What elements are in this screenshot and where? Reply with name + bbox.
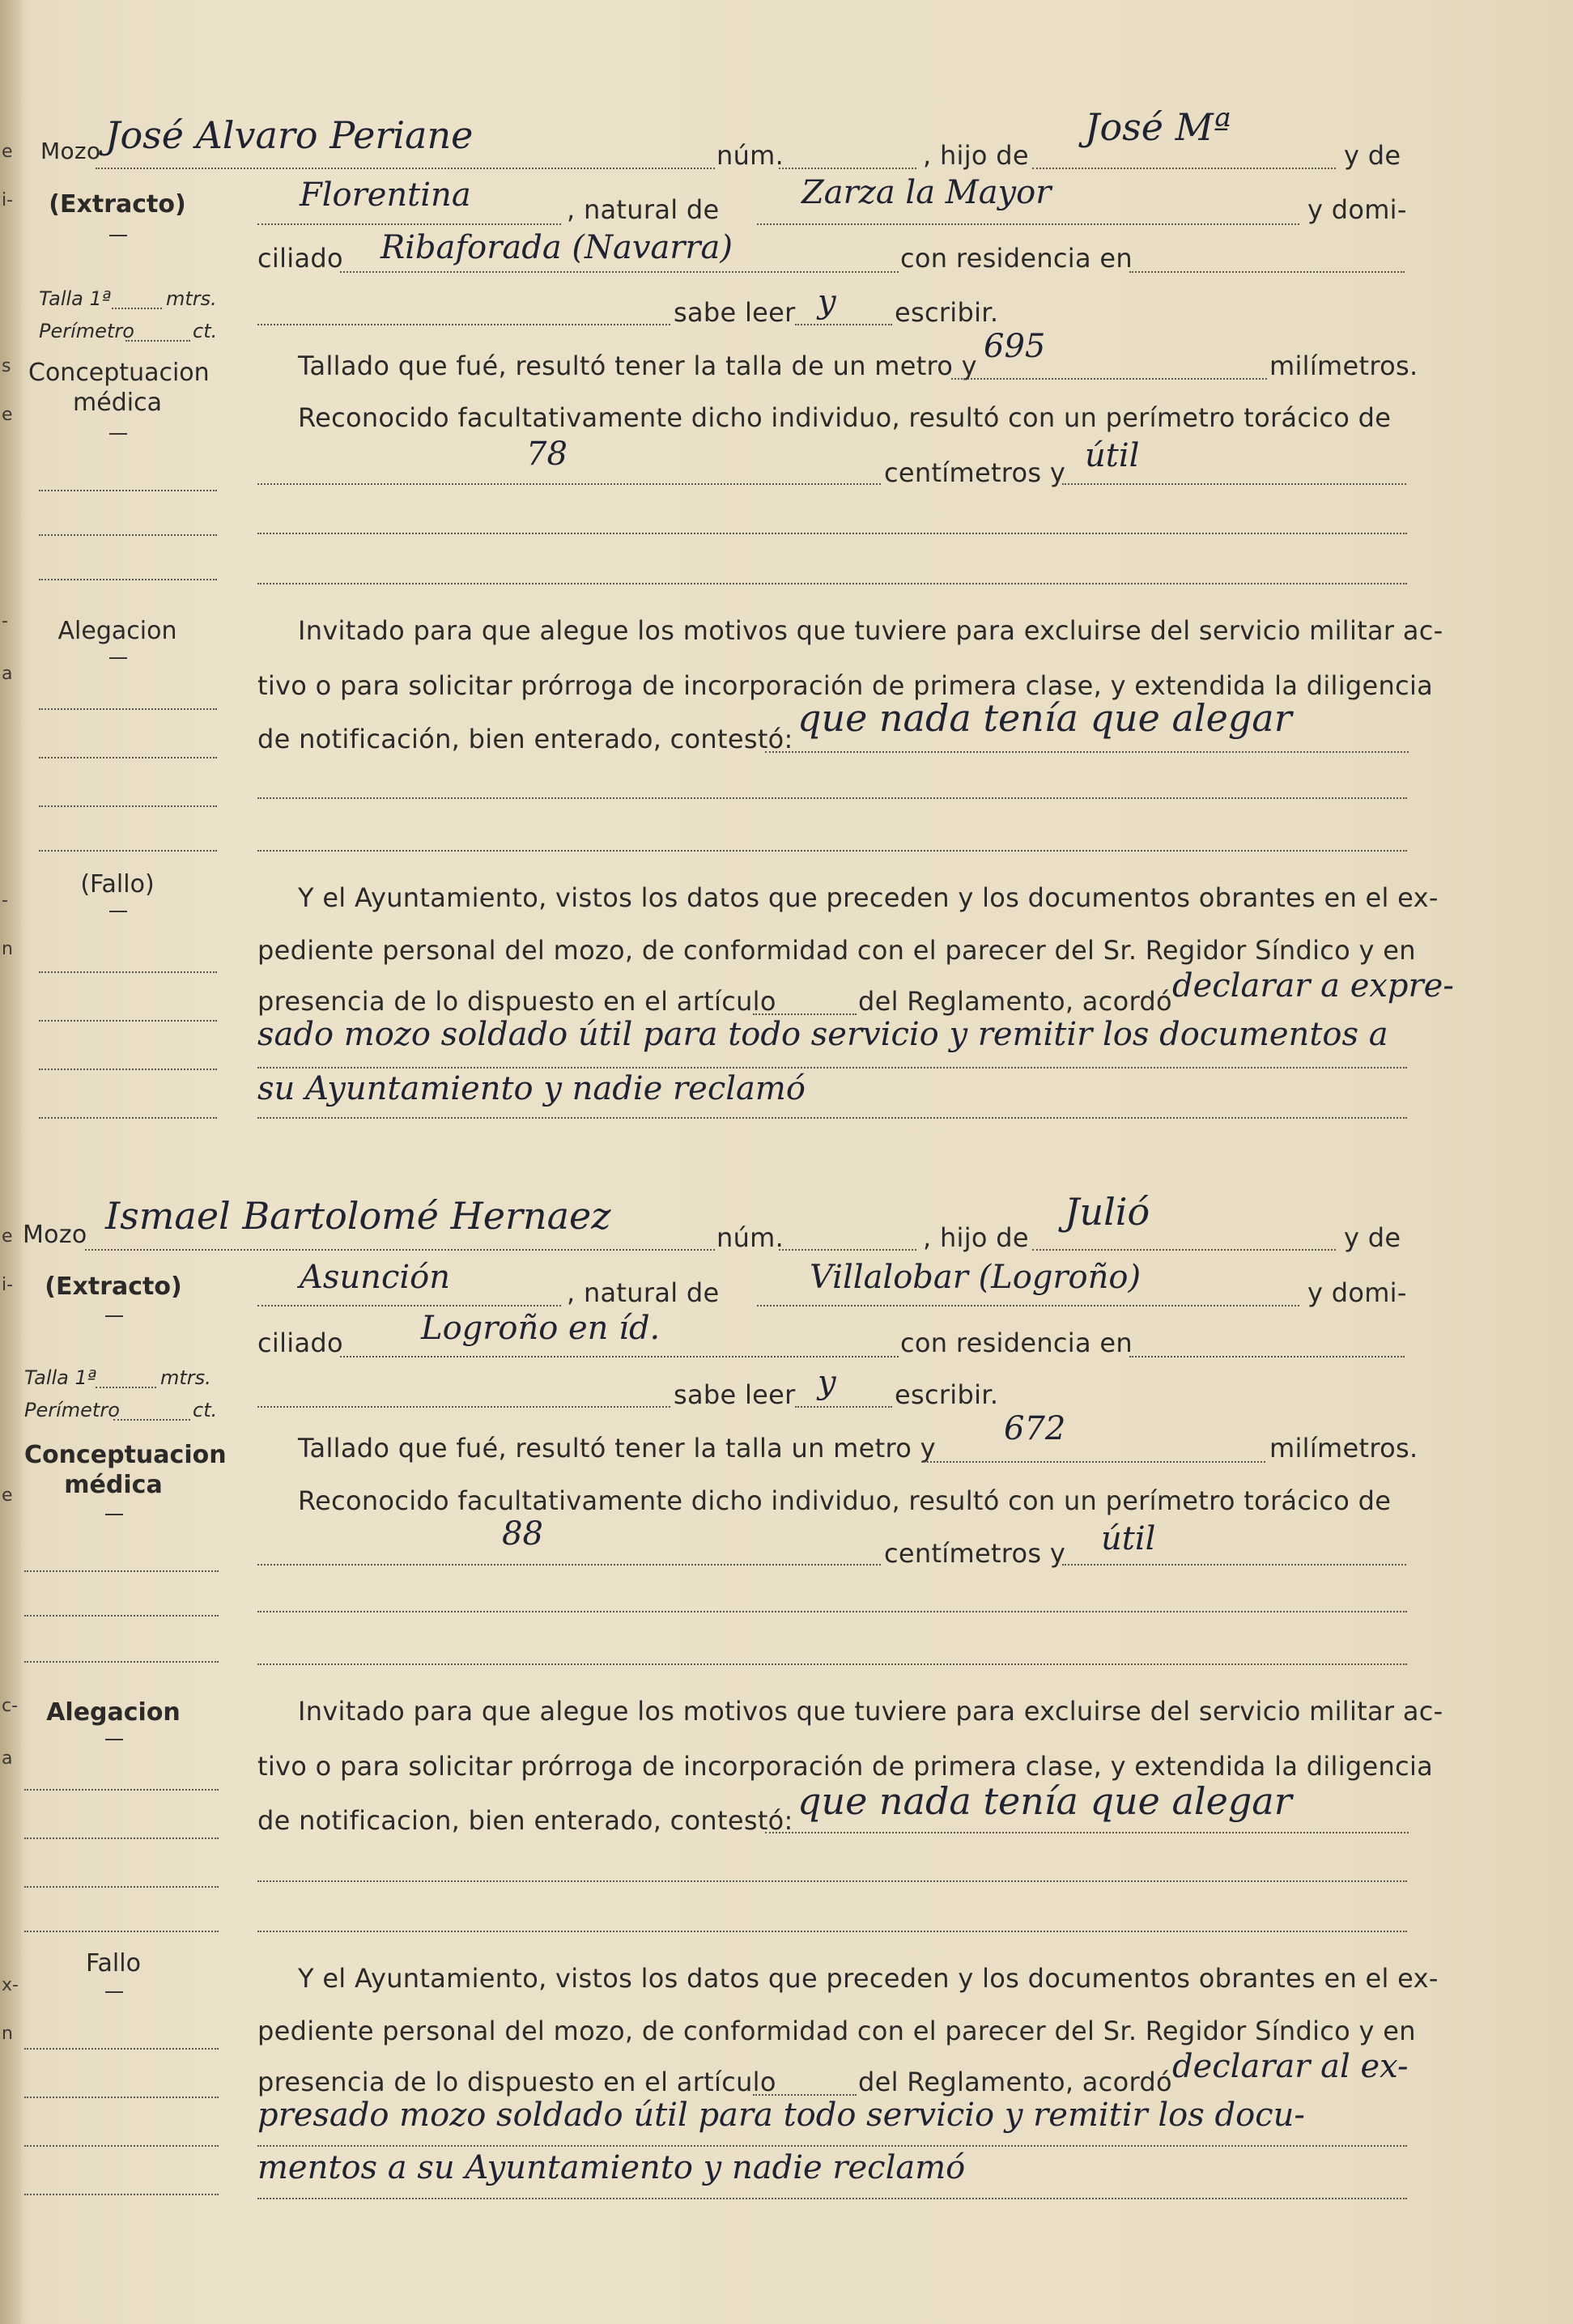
label-centimetros: centímetros y [884, 457, 1066, 488]
label-num: núm. [716, 140, 784, 171]
label-presencia: presencia de lo dispuesto en el artículo [257, 986, 776, 1017]
label-activo: tivo o para solicitar prórroga de incorporación de primera clase, y extendida la diligencia [257, 670, 1434, 701]
label-hijo-de: , hijo de [923, 1222, 1029, 1253]
margin-alegacion: Alegacion [57, 617, 177, 645]
label-natural-de: , natural de [567, 1277, 720, 1308]
spine-mark: x- [2, 1975, 19, 1995]
spine-mark: i- [2, 1275, 14, 1295]
label-y-domi: y domi- [1307, 194, 1407, 225]
spine-mark: i- [2, 190, 14, 210]
label-y-domi: y domi- [1307, 1277, 1407, 1308]
label-centimetros: centímetros y [884, 1538, 1066, 1569]
label-escribir: escribir. [895, 1379, 999, 1410]
spine-mark: - [2, 611, 8, 631]
label-sabe-leer: sabe leer [674, 297, 796, 328]
alegacion-answer: que nada tenía que alegar [797, 696, 1292, 740]
margin-conceptuacion: Conceptuacion [28, 359, 210, 387]
label-escribir: escribir. [895, 297, 999, 328]
height-mm: 695 [984, 328, 1046, 365]
birthplace: Villalobar (Logroño) [810, 1259, 1141, 1296]
domicile: Logroño en íd. [421, 1310, 661, 1347]
sabe-leer-answer: y [818, 1364, 836, 1401]
spine-mark: e [2, 1226, 13, 1247]
margin-fallo: Fallo [86, 1949, 141, 1978]
margin-alegacion: Alegacion [46, 1698, 181, 1727]
domicile: Ribaforada (Navarra) [380, 229, 733, 266]
aptitude: útil [1085, 437, 1140, 474]
spine-mark: a [2, 1748, 13, 1769]
label-activo: tivo o para solicitar prórroga de incorporación de primera clase, y extendida la diligencia [257, 1751, 1434, 1782]
label-reconocido: Reconocido facultativamente dicho individuo, resultó con un perímetro torácico de [298, 402, 1392, 433]
verdict-line-3: mentos a su Ayuntamiento y nadie reclamó [257, 2149, 966, 2186]
mother-name: Florentina [300, 176, 471, 214]
margin-mozo: Mozo [40, 138, 101, 164]
label-ayuntamiento: Y el Ayuntamiento, vistos los datos que preceden y los documentos obrantes en el ex- [298, 882, 1439, 913]
label-sabe-leer: sabe leer [674, 1379, 796, 1410]
spine-mark: e [2, 142, 13, 162]
label-pediente: pediente personal del mozo, de conformidad con el parecer del Sr. Regidor Síndico y en [257, 2016, 1416, 2046]
label-ciliado: ciliado [257, 243, 343, 274]
chest-cm: 88 [502, 1515, 543, 1553]
margin-mozo: Mozo [23, 1221, 87, 1249]
spine-mark: a [2, 664, 13, 684]
label-invitado: Invitado para que alegue los motivos que tuviere para excluirse del servicio militar ac- [298, 1696, 1443, 1727]
father-name: José Mª [1085, 105, 1231, 149]
label-con-residencia: con residencia en [900, 1328, 1133, 1358]
birthplace: Zarza la Mayor [801, 174, 1052, 211]
verdict-line-2: presado mozo soldado útil para todo servicio y remitir los docu- [257, 2097, 1305, 2134]
mozo-name: Ismael Bartolomé Hernaez [105, 1194, 611, 1238]
margin-extracto: (Extracto) [49, 190, 186, 219]
margin-mtrs: mtrs. [160, 1366, 211, 1389]
margin-perimetro: Perímetro [24, 1399, 120, 1421]
sabe-leer-answer: y [818, 283, 836, 321]
label-reglamento: del Reglamento, acordó [858, 2067, 1172, 2097]
label-reconocido: Reconocido facultativamente dicho individuo, resultó con un perímetro torácico de [298, 1485, 1392, 1516]
margin-medica: médica [73, 389, 162, 417]
verdict-line-1: declarar a expre- [1172, 967, 1454, 1005]
spine-mark: e [2, 405, 13, 425]
margin-talla: Talla 1ª [24, 1366, 97, 1389]
margin-perimetro: Perímetro [39, 320, 134, 342]
spine-mark: e [2, 1485, 13, 1506]
verdict-line-3: su Ayuntamiento y nadie reclamó [257, 1070, 806, 1107]
height-mm: 672 [1004, 1410, 1066, 1447]
label-con-residencia: con residencia en [900, 243, 1133, 274]
label-milimetros: milímetros. [1269, 351, 1418, 381]
margin-extracto: (Extracto) [45, 1272, 182, 1301]
label-y-de: y de [1344, 1222, 1401, 1253]
label-tallado: Tallado que fué, resultó tener la talla de un metro y [298, 351, 977, 381]
label-natural-de: , natural de [567, 194, 720, 225]
label-tallado: Tallado que fué, resultó tener la talla un metro y [298, 1433, 936, 1464]
verdict-line-2: sado mozo soldado útil para todo servicio y remitir los documentos a [257, 1016, 1388, 1053]
label-milimetros: milímetros. [1269, 1433, 1418, 1464]
father-name: Julió [1065, 1190, 1150, 1234]
spine-mark: - [2, 890, 8, 911]
mother-name: Asunción [300, 1259, 450, 1296]
label-pediente: pediente personal del mozo, de conformidad con el parecer del Sr. Regidor Síndico y en [257, 935, 1416, 966]
label-num: núm. [716, 1222, 784, 1253]
alegacion-answer: que nada tenía que alegar [797, 1779, 1292, 1823]
aptitude: útil [1101, 1520, 1156, 1557]
margin-medica: médica [64, 1471, 163, 1499]
chest-cm: 78 [526, 435, 568, 473]
label-y-de: y de [1344, 140, 1401, 171]
spine-mark: s [2, 356, 11, 376]
margin-conceptuacion: Conceptuacion [24, 1441, 227, 1469]
label-ayuntamiento: Y el Ayuntamiento, vistos los datos que preceden y los documentos obrantes en el ex- [298, 1963, 1439, 1994]
margin-fallo: (Fallo) [80, 870, 155, 899]
margin-ct: ct. [193, 1399, 218, 1421]
spine-mark: n [2, 939, 13, 959]
margin-ct: ct. [193, 320, 218, 342]
label-reglamento: del Reglamento, acordó [858, 986, 1172, 1017]
label-notificacion: de notificacion, bien enterado, contestó: [257, 1805, 793, 1836]
label-hijo-de: , hijo de [923, 140, 1029, 171]
margin-mtrs: mtrs. [166, 287, 217, 310]
label-notificacion: de notificación, bien enterado, contestó: [257, 724, 793, 754]
margin-talla: Talla 1ª [39, 287, 112, 310]
spine-mark: n [2, 2024, 13, 2044]
label-presencia: presencia de lo dispuesto en el artículo [257, 2067, 776, 2097]
label-ciliado: ciliado [257, 1328, 343, 1358]
spine-mark: c- [2, 1696, 19, 1716]
label-invitado: Invitado para que alegue los motivos que tuviere para excluirse del servicio militar ac- [298, 615, 1443, 646]
mozo-name: José Alvaro Periane [105, 113, 474, 157]
verdict-line-1: declarar al ex- [1172, 2048, 1409, 2085]
